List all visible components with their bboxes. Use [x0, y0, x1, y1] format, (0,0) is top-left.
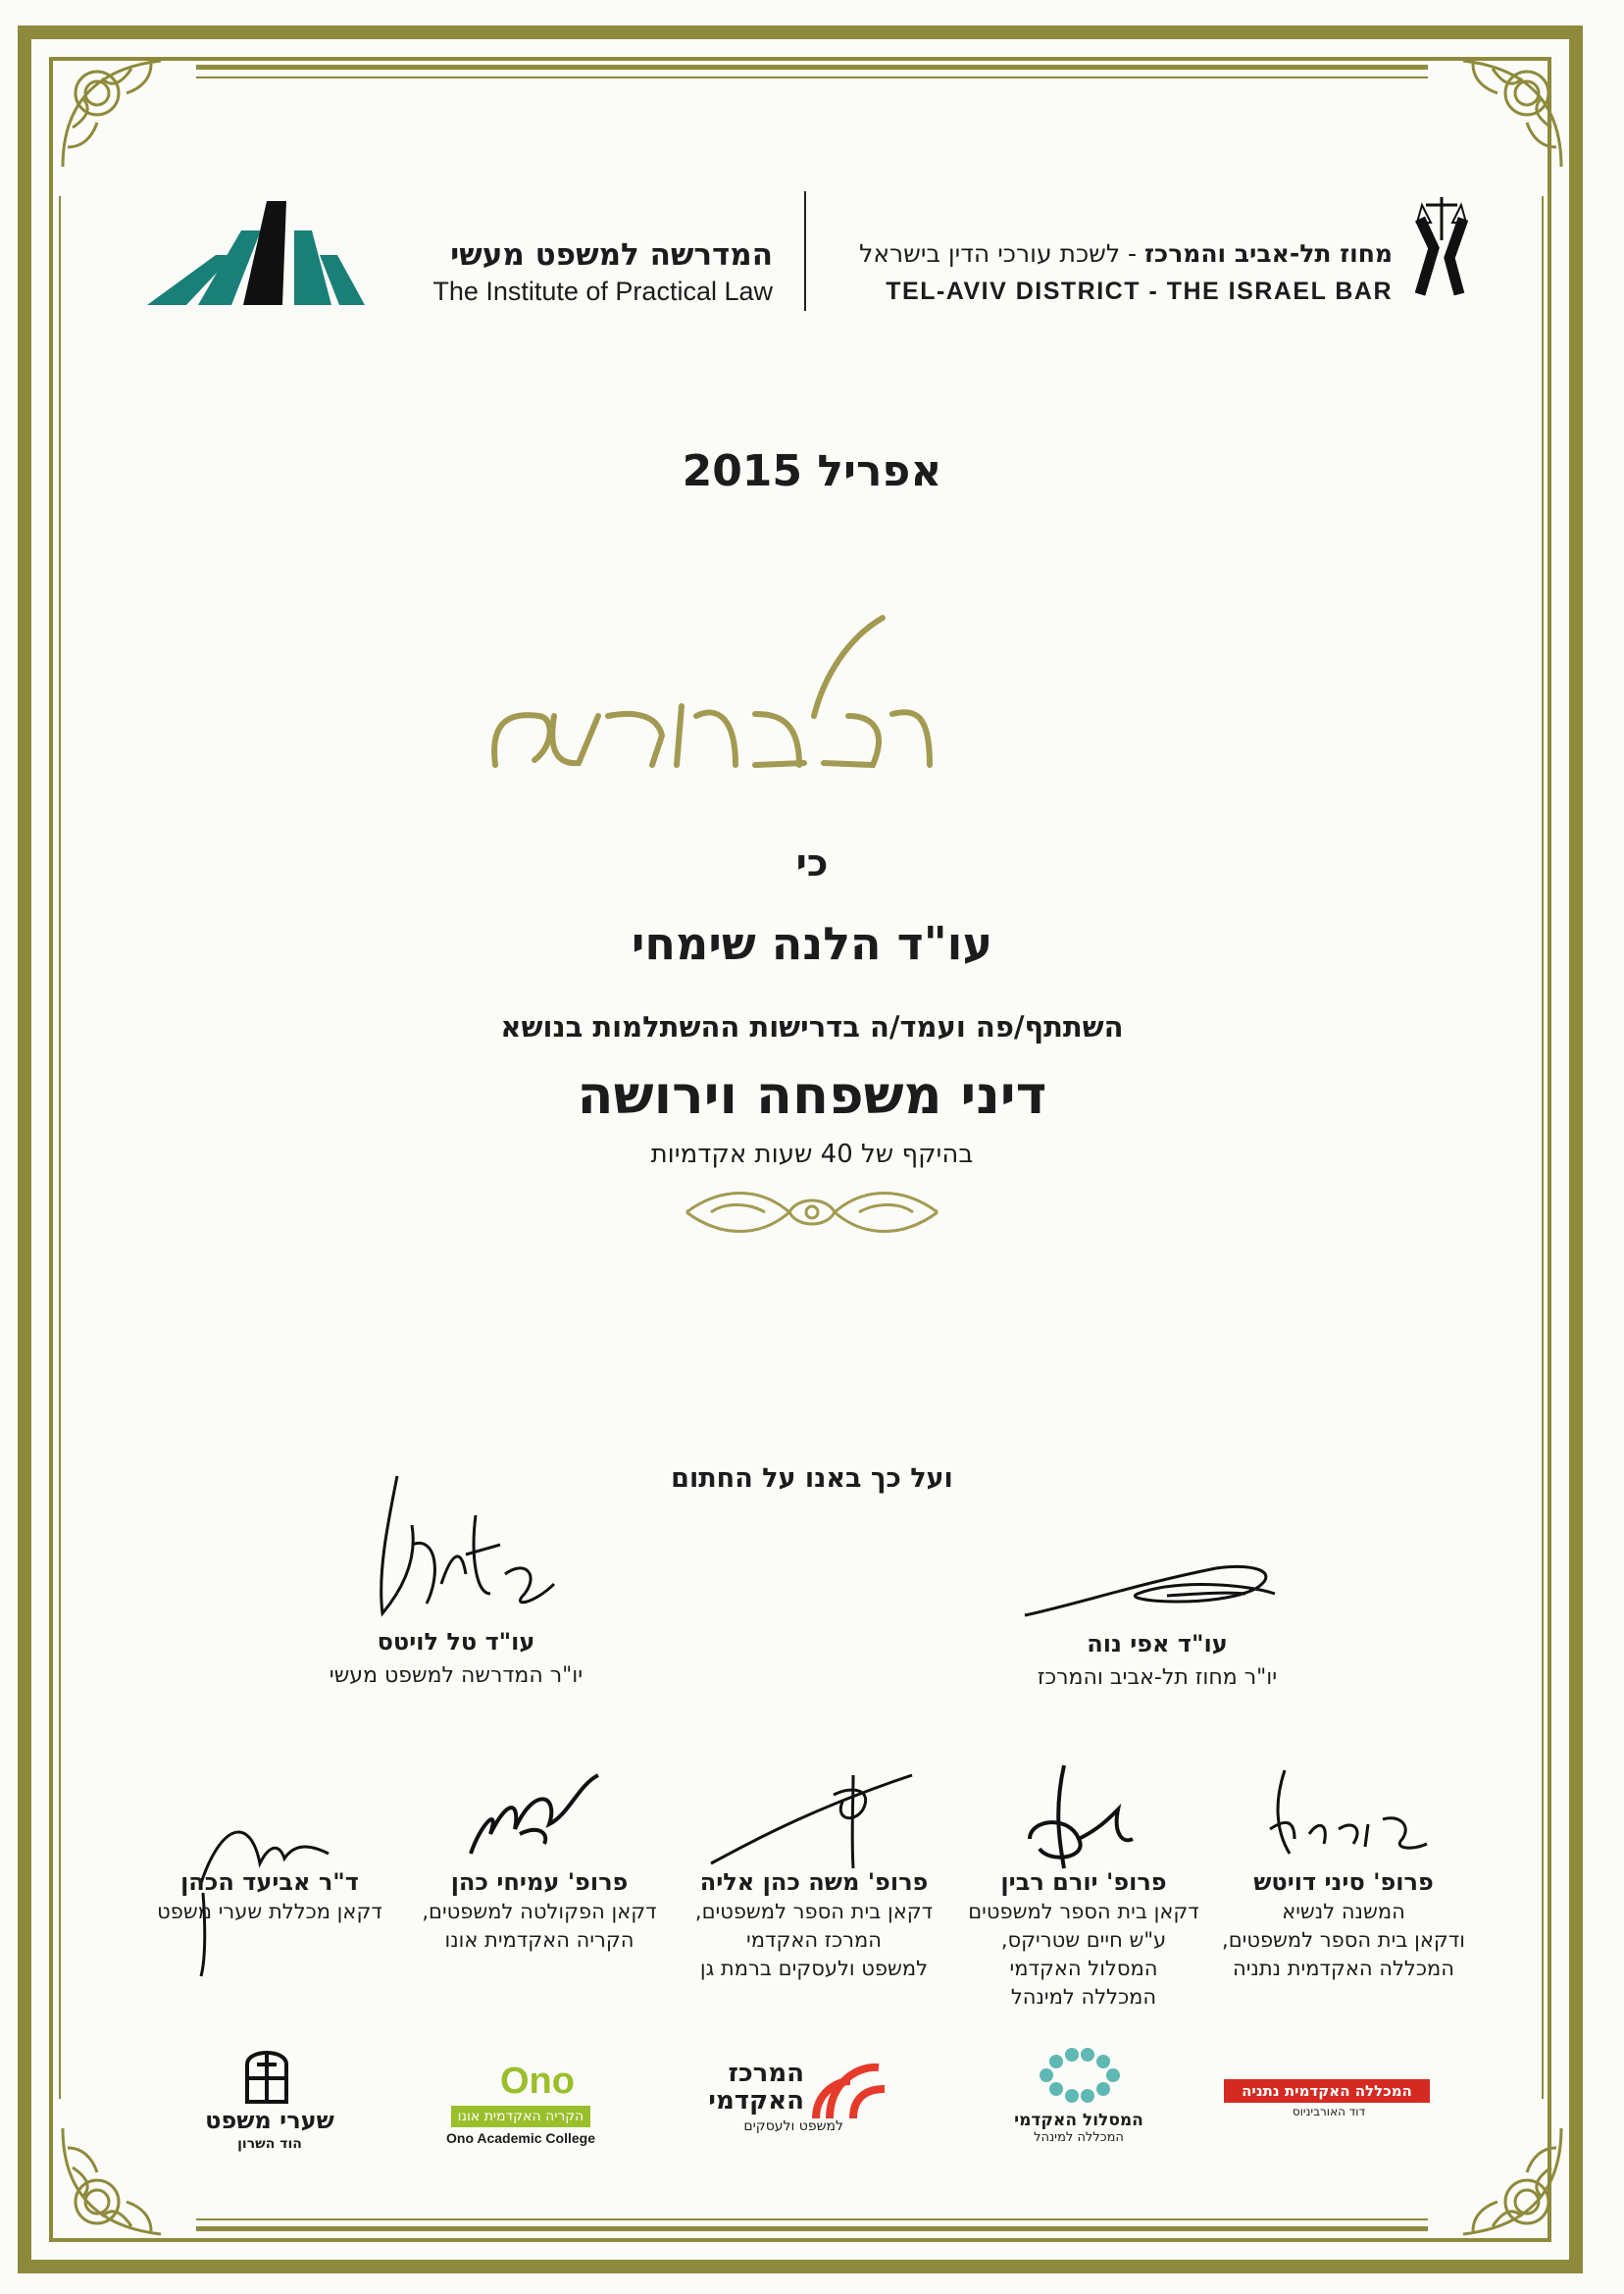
- signer-role: יו"ר מחוז תל-אביב והמרכז: [1037, 1665, 1278, 1690]
- bar-name-hebrew: [824, 239, 1393, 268]
- netanya-academic-logo: המכללה האקדמית נתניה: [1224, 2079, 1430, 2103]
- signature-block-aviad-hacohen: [137, 1868, 402, 1926]
- ipl-name-hebrew: המדרשה למשפט מעשי: [450, 237, 773, 273]
- signer-name: פרופ' משה כהן אליה: [699, 1868, 929, 1896]
- logo-name: המסלול האקדמי: [1014, 2111, 1143, 2130]
- signer-name: ד"ר אביעד הכהן: [180, 1868, 359, 1896]
- signature-amichai-cohen: [461, 1765, 618, 1868]
- ono-logo-wordmark: Ono: [500, 2061, 575, 2102]
- signer-name: עו"ד אפי נוה: [1087, 1630, 1228, 1657]
- corner-ornament-bottom-left: [53, 2118, 180, 2246]
- signer-role-line: למשפט ולעסקים ברמת גן: [699, 1957, 929, 1980]
- bottom-rule-thin: [196, 2218, 1428, 2220]
- course-scope: בהיקף של 40 שעות אקדמיות: [650, 1140, 974, 1169]
- ipl-logo-icon: [147, 201, 365, 307]
- ono-logo-english: Ono Academic College: [446, 2130, 595, 2146]
- merkaz-academi-logo: [706, 2060, 804, 2115]
- signer-name: פרופ' עמיחי כהן: [450, 1868, 629, 1896]
- signature-block-amichai-cohen: [402, 1868, 677, 1955]
- signer-role: [667, 1898, 961, 1983]
- signer-role-line: דקאן בית הספר למשפטים: [968, 1900, 1199, 1923]
- corner-ornament-bottom-right: [1444, 2118, 1571, 2246]
- signature-yoram-rabin: [1010, 1760, 1138, 1873]
- signer-role-line: המכללה למינהל: [1010, 1985, 1157, 2009]
- signer-role: [402, 1898, 677, 1955]
- logo-name: שערי משפט: [205, 2107, 334, 2134]
- signer-role-line: ע"ש חיים שטריקס,: [1000, 1928, 1167, 1952]
- logo-subtitle: הוד השרון: [237, 2136, 302, 2152]
- signer-role-line: המכללה האקדמית נתניה: [1233, 1957, 1454, 1980]
- logo-subtitle: המכללה למינהל: [1034, 2130, 1124, 2145]
- signer-role: יו"ר המדרשה למשפט מעשי: [329, 1663, 584, 1688]
- signature-moshe-cohen-eliya: [706, 1765, 917, 1868]
- signer-role-line: המסלול האקדמי: [1009, 1957, 1158, 1980]
- signer-role: [1201, 1898, 1486, 1983]
- maslul-academi-dots-icon: [1035, 2048, 1125, 2107]
- bar-association-name: - לשכת עורכי הדין בישראל: [859, 239, 1138, 268]
- shaarei-mishpat-logo: [186, 2107, 353, 2152]
- certificate-conjunction: כי: [795, 841, 829, 885]
- merkaz-academi-signal-icon: [806, 2060, 894, 2120]
- certificate-date: אפריל 2015: [682, 446, 942, 496]
- israel-bar-logo-icon: [1412, 191, 1471, 304]
- signer-name: פרופ' סיני דויטש: [1253, 1868, 1434, 1896]
- signature-block-tal-levitas: [294, 1628, 618, 1690]
- corner-ornament-top-left: [53, 49, 180, 177]
- ono-logo-hebrew-band: הקריה האקדמית אונו: [451, 2106, 590, 2127]
- certificate-title-script: [461, 598, 971, 794]
- signer-name: עו"ד טל לויטס: [377, 1628, 535, 1656]
- netanya-academic-subtitle: דוד האורביניוס: [1292, 2105, 1366, 2118]
- participation-statement: השתתף/פה ועמד/ה בדרישות ההשתלמות בנושא: [500, 1010, 1124, 1044]
- merkaz-academi-subtitle: למשפט ולעסקים: [743, 2118, 843, 2134]
- top-rule: [196, 65, 1428, 70]
- signature-sinai-deutsch: [1255, 1760, 1432, 1868]
- witness-statement: ועל כך באנו על החתום: [671, 1463, 953, 1494]
- bar-district-name: מחוז תל-אביב והמרכז: [1144, 239, 1393, 268]
- ipl-name-english: The Institute of Practical Law: [432, 277, 773, 306]
- signer-role: [137, 1898, 402, 1926]
- bar-name-english: TEL-AVIV DISTRICT - THE ISRAEL BAR: [886, 278, 1393, 305]
- course-subject: דיני משפחה וירושה: [577, 1064, 1047, 1126]
- header-divider: [804, 191, 806, 311]
- logo-name-line: האקדמי: [708, 2086, 804, 2116]
- signer-role: [946, 1898, 1221, 2012]
- signer-role-line: דקאן בית הספר למשפטים,: [694, 1900, 934, 1923]
- signature-tal-levitas: [368, 1466, 559, 1628]
- flourish-ornament-icon: [682, 1182, 942, 1243]
- signature-block-sinai-deutsch: [1201, 1868, 1486, 1983]
- signature-block-moshe-cohen-eliya: [667, 1868, 961, 1983]
- signer-role-line: ודקאן בית הספר למשפטים,: [1222, 1928, 1465, 1952]
- top-rule-thin: [196, 76, 1428, 78]
- signer-role-line: המרכז האקדמי: [746, 1928, 882, 1952]
- signer-role-line: דקאן הפקולטה למשפטים,: [422, 1900, 657, 1923]
- recipient-name: עו"ד הלנה שימחי: [631, 917, 993, 970]
- signer-name: פרופ' יורם רבין: [1000, 1868, 1167, 1896]
- bottom-rule: [196, 2226, 1428, 2231]
- signature-efi-naveh: [1020, 1555, 1285, 1628]
- signer-role-line: המשנה לנשיא: [1282, 1900, 1405, 1923]
- maslul-academi-logo: [1000, 2111, 1157, 2145]
- signer-role-line: הקריה האקדמית אונו: [444, 1928, 634, 1952]
- signer-role-line: דקאן מכללת שערי משפט: [157, 1900, 382, 1923]
- shaarei-mishpat-gate-icon: [241, 2045, 292, 2104]
- signature-block-yoram-rabin: [946, 1868, 1221, 2012]
- signature-block-efi-naveh: [990, 1630, 1324, 1692]
- corner-ornament-top-right: [1444, 49, 1571, 177]
- logo-name-line: המרכז: [728, 2059, 804, 2088]
